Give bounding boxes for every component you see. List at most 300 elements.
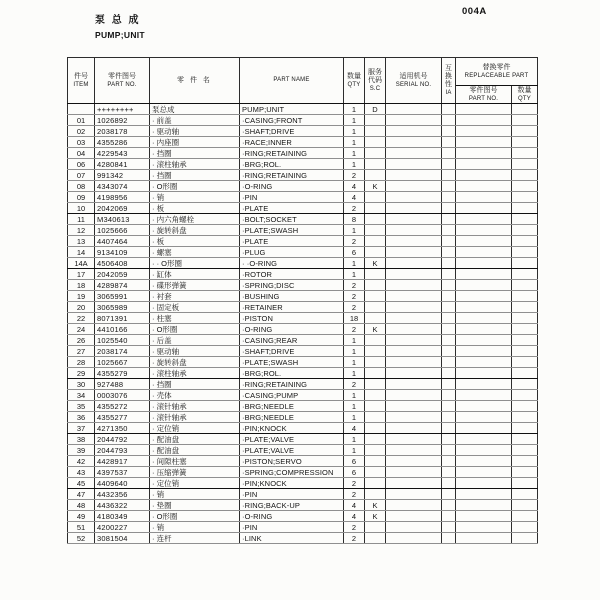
item-cell: 35 <box>68 401 95 412</box>
replaceable-part-no-cell <box>456 137 512 148</box>
qty-cell: 1 <box>344 445 365 456</box>
part-name-cn-cell: · 内六角螺栓 <box>150 214 240 225</box>
part-name-en-cell: ·BRG;NEEDLE <box>240 401 344 412</box>
replaceable-qty-cell <box>512 170 538 181</box>
col-header-part-no-cn: 零件图号 <box>108 73 136 80</box>
col-header-interchangeability-cn: 互换性 <box>445 64 452 88</box>
qty-cell: 2 <box>344 291 365 302</box>
part-name-en-cell: ·RING;RETAINING <box>240 170 344 181</box>
part-no-cell: 4355286 <box>95 137 150 148</box>
qty-cell: 4 <box>344 511 365 522</box>
part-row <box>68 324 538 335</box>
replaceable-part-no-cell <box>456 214 512 225</box>
item-cell: 22 <box>68 313 95 324</box>
part-row <box>68 291 538 302</box>
part-row <box>68 489 538 500</box>
ia-cell <box>442 291 456 302</box>
serial-no-cell <box>386 126 442 137</box>
replaceable-qty-cell <box>512 522 538 533</box>
part-row <box>68 401 538 412</box>
qty-cell: 1 <box>344 335 365 346</box>
item-cell: 14 <box>68 247 95 258</box>
part-name-en-cell: ·PLATE <box>240 236 344 247</box>
replaceable-qty-cell <box>512 511 538 522</box>
part-row <box>68 423 538 434</box>
part-name-cn-cell: · 柱塞 <box>150 313 240 324</box>
col-header-replaceable-part <box>456 58 538 86</box>
item-cell: 12 <box>68 225 95 236</box>
item-cell: 34 <box>68 390 95 401</box>
part-name-en-cell: ·PLATE;VALVE <box>240 445 344 456</box>
ia-cell <box>442 522 456 533</box>
part-no-cell: 4407464 <box>95 236 150 247</box>
ia-cell <box>442 192 456 203</box>
service-code-cell <box>365 247 386 258</box>
serial-no-cell <box>386 313 442 324</box>
col-header-serial-no-cn: 适用机号 <box>399 73 428 80</box>
item-cell: 26 <box>68 335 95 346</box>
qty-cell: 2 <box>344 379 365 390</box>
part-row <box>68 500 538 511</box>
part-name-en-cell: PUMP;UNIT <box>240 104 344 115</box>
part-row <box>68 390 538 401</box>
part-no-cell: 2042069 <box>95 203 150 214</box>
part-no-cell: 4506408 <box>95 258 150 269</box>
part-no-cell: 4355272 <box>95 401 150 412</box>
replaceable-qty-cell <box>512 445 538 456</box>
part-name-en-cell: ·SPRING;COMPRESSION <box>240 467 344 478</box>
qty-cell: 1 <box>344 104 365 115</box>
item-cell: 38 <box>68 434 95 445</box>
service-code-cell <box>365 192 386 203</box>
service-code-cell <box>365 467 386 478</box>
service-code-cell <box>365 159 386 170</box>
replaceable-qty-cell <box>512 467 538 478</box>
replaceable-part-no-cell <box>456 104 512 115</box>
part-name-cn-cell: · 滚针轴承 <box>150 412 240 423</box>
replaceable-part-no-cell <box>456 522 512 533</box>
part-row <box>68 335 538 346</box>
col-header-replaceable-part-en: REPLACEABLE PART <box>464 72 529 79</box>
part-name-cn-cell: · 内座圈 <box>150 137 240 148</box>
parts-table-body <box>68 104 538 544</box>
part-row <box>68 247 538 258</box>
serial-no-cell <box>386 324 442 335</box>
replaceable-part-no-cell <box>456 401 512 412</box>
serial-no-cell <box>386 434 442 445</box>
replaceable-qty-cell <box>512 489 538 500</box>
ia-cell <box>442 390 456 401</box>
part-row <box>68 522 538 533</box>
ia-cell <box>442 137 456 148</box>
part-name-en-cell: ·O-RING <box>240 324 344 335</box>
replaceable-part-no-cell <box>456 467 512 478</box>
service-code-cell: K <box>365 511 386 522</box>
part-row <box>68 203 538 214</box>
service-code-cell <box>365 379 386 390</box>
serial-no-cell <box>386 214 442 225</box>
part-name-en-cell: ·PIN <box>240 522 344 533</box>
qty-cell: 2 <box>344 478 365 489</box>
qty-cell: 1 <box>344 126 365 137</box>
item-cell: 18 <box>68 280 95 291</box>
part-name-en-cell: ·RING;BACK-UP <box>240 500 344 511</box>
service-code-cell <box>365 214 386 225</box>
part-name-cn-cell: · 衬套 <box>150 291 240 302</box>
service-code-cell <box>365 126 386 137</box>
part-name-cn-cell: · 前盖 <box>150 115 240 126</box>
replaceable-qty-cell <box>512 357 538 368</box>
serial-no-cell <box>386 533 442 544</box>
col-header-part-name-cn-label: 零 件 名 <box>177 76 212 84</box>
part-name-en-cell: ·RING;RETAINING <box>240 379 344 390</box>
replaceable-qty-cell <box>512 258 538 269</box>
replaceable-part-no-cell <box>456 203 512 214</box>
part-name-cn-cell: · 后盖 <box>150 335 240 346</box>
part-no-cell: 4428917 <box>95 456 150 467</box>
ia-cell <box>442 313 456 324</box>
col-header-qty-en: QTY <box>347 81 361 88</box>
replaceable-part-no-cell <box>456 489 512 500</box>
part-no-cell: 1025540 <box>95 335 150 346</box>
part-row <box>68 115 538 126</box>
part-no-cell: 3065989 <box>95 302 150 313</box>
replaceable-qty-cell <box>512 192 538 203</box>
part-no-cell: 3065991 <box>95 291 150 302</box>
serial-no-cell <box>386 148 442 159</box>
part-name-cn-cell: · 定位销 <box>150 478 240 489</box>
part-no-cell: 2038174 <box>95 346 150 357</box>
qty-cell: 4 <box>344 423 365 434</box>
replaceable-qty-cell <box>512 269 538 280</box>
replaceable-qty-cell <box>512 434 538 445</box>
ia-cell <box>442 357 456 368</box>
part-no-cell: 4198956 <box>95 192 150 203</box>
title-block <box>95 11 145 40</box>
ia-cell <box>442 159 456 170</box>
ia-cell <box>442 247 456 258</box>
service-code-cell <box>365 137 386 148</box>
ia-cell <box>442 104 456 115</box>
qty-cell: 1 <box>344 401 365 412</box>
serial-no-cell <box>386 390 442 401</box>
replaceable-part-no-cell <box>456 313 512 324</box>
service-code-cell <box>365 236 386 247</box>
part-name-cn-cell: · 驱动轴 <box>150 126 240 137</box>
service-code-cell <box>365 313 386 324</box>
serial-no-cell <box>386 522 442 533</box>
qty-cell: 2 <box>344 170 365 181</box>
service-code-cell <box>365 445 386 456</box>
replaceable-qty-cell <box>512 324 538 335</box>
part-no-cell: 4432356 <box>95 489 150 500</box>
part-no-cell: 4436322 <box>95 500 150 511</box>
item-cell: 39 <box>68 445 95 456</box>
ia-cell <box>442 379 456 390</box>
part-row <box>68 104 538 115</box>
part-name-cn-cell: · 旋转斜盘 <box>150 225 240 236</box>
qty-cell: 2 <box>344 236 365 247</box>
ia-cell <box>442 434 456 445</box>
replaceable-qty-cell <box>512 456 538 467</box>
replaceable-part-no-cell <box>456 236 512 247</box>
service-code-cell <box>365 346 386 357</box>
col-header-interchangeability <box>442 58 456 104</box>
item-cell: 02 <box>68 126 95 137</box>
serial-no-cell <box>386 258 442 269</box>
ia-cell <box>442 346 456 357</box>
replaceable-part-no-cell <box>456 357 512 368</box>
part-name-cn-cell: · 销 <box>150 192 240 203</box>
replaceable-part-no-cell <box>456 324 512 335</box>
part-name-en-cell: ·PIN <box>240 192 344 203</box>
ia-cell <box>442 258 456 269</box>
part-no-cell: 991342 <box>95 170 150 181</box>
replaceable-part-no-cell <box>456 115 512 126</box>
item-cell: 52 <box>68 533 95 544</box>
part-name-cn-cell: · 垫圈 <box>150 500 240 511</box>
part-no-cell: 2038178 <box>95 126 150 137</box>
part-name-en-cell: ·RACE;INNER <box>240 137 344 148</box>
ia-cell <box>442 324 456 335</box>
serial-no-cell <box>386 379 442 390</box>
page-title-en: PUMP;UNIT <box>95 30 145 40</box>
service-code-cell: K <box>365 181 386 192</box>
service-code-cell <box>365 269 386 280</box>
part-no-cell: 8071391 <box>95 313 150 324</box>
col-header-part-name-en-label: PART NAME <box>273 77 310 84</box>
part-name-en-cell: ·PLATE;SWASH <box>240 357 344 368</box>
replaceable-part-no-cell <box>456 192 512 203</box>
part-no-cell: 9134109 <box>95 247 150 258</box>
col-header-replaceable-part-no-cn: 零件图号 <box>469 87 498 94</box>
serial-no-cell <box>386 247 442 258</box>
replaceable-qty-cell <box>512 148 538 159</box>
service-code-cell <box>365 115 386 126</box>
serial-no-cell <box>386 500 442 511</box>
part-row <box>68 302 538 313</box>
replaceable-qty-cell <box>512 379 538 390</box>
item-cell: 30 <box>68 379 95 390</box>
part-name-cn-cell: · 挡圈 <box>150 170 240 181</box>
part-row <box>68 445 538 456</box>
ia-cell <box>442 302 456 313</box>
part-name-en-cell: ·CASING;FRONT <box>240 115 344 126</box>
item-cell: 20 <box>68 302 95 313</box>
service-code-cell <box>365 280 386 291</box>
part-name-en-cell: ·CASING;PUMP <box>240 390 344 401</box>
serial-no-cell <box>386 225 442 236</box>
col-header-part-no-en: PART NO. <box>107 81 137 88</box>
replaceable-part-no-cell <box>456 379 512 390</box>
service-code-cell <box>365 401 386 412</box>
part-no-cell: 2042059 <box>95 269 150 280</box>
col-header-serial-no-en: SERIAL NO. <box>395 81 432 88</box>
service-code-cell: K <box>365 500 386 511</box>
part-name-cn-cell: · 定位销 <box>150 423 240 434</box>
qty-cell: 1 <box>344 159 365 170</box>
part-row <box>68 511 538 522</box>
serial-no-cell <box>386 203 442 214</box>
part-name-cn-cell: · 固定板 <box>150 302 240 313</box>
part-no-cell: 0003076 <box>95 390 150 401</box>
item-cell <box>68 104 95 115</box>
part-name-en-cell: ·RING;RETAINING <box>240 148 344 159</box>
col-header-qty-cn: 数量 <box>347 73 361 80</box>
part-name-en-cell: ·SHAFT;DRIVE <box>240 126 344 137</box>
part-name-cn-cell: · 挡圈 <box>150 148 240 159</box>
replaceable-part-no-cell <box>456 445 512 456</box>
part-name-en-cell: ·PISTON <box>240 313 344 324</box>
serial-no-cell <box>386 412 442 423</box>
serial-no-cell <box>386 478 442 489</box>
part-row <box>68 379 538 390</box>
part-name-en-cell: ·PLUG <box>240 247 344 258</box>
col-header-serial-no <box>386 58 442 104</box>
part-name-en-cell: ·PIN;KNOCK <box>240 478 344 489</box>
serial-no-cell <box>386 269 442 280</box>
part-row <box>68 181 538 192</box>
serial-no-cell <box>386 511 442 522</box>
item-cell: 45 <box>68 478 95 489</box>
part-no-cell: 4280841 <box>95 159 150 170</box>
replaceable-part-no-cell <box>456 291 512 302</box>
col-header-replaceable-qty-en: QTY <box>518 95 531 102</box>
col-header-part-name-en <box>240 58 344 104</box>
ia-cell <box>442 225 456 236</box>
ia-cell <box>442 467 456 478</box>
part-name-cn-cell: · · O形圈 <box>150 258 240 269</box>
part-row <box>68 192 538 203</box>
item-cell: 36 <box>68 412 95 423</box>
part-no-cell: 1026892 <box>95 115 150 126</box>
service-code-cell <box>365 522 386 533</box>
ia-cell <box>442 478 456 489</box>
ia-cell <box>442 126 456 137</box>
replaceable-qty-cell <box>512 533 538 544</box>
item-cell: 37 <box>68 423 95 434</box>
part-name-en-cell: ·BRG;ROL. <box>240 159 344 170</box>
part-no-cell: 4180349 <box>95 511 150 522</box>
serial-no-cell <box>386 192 442 203</box>
serial-no-cell <box>386 291 442 302</box>
serial-no-cell <box>386 401 442 412</box>
part-name-en-cell: ·PLATE;SWASH <box>240 225 344 236</box>
part-no-cell: ++++++++ <box>95 104 150 115</box>
service-code-cell <box>365 148 386 159</box>
col-header-item-cn: 件号 <box>74 73 88 80</box>
replaceable-part-no-cell <box>456 434 512 445</box>
part-name-cn-cell: · 连杆 <box>150 533 240 544</box>
part-name-cn-cell: · 配油盘 <box>150 445 240 456</box>
part-name-en-cell: ·RETAINER <box>240 302 344 313</box>
service-code-cell <box>365 390 386 401</box>
replaceable-qty-cell <box>512 401 538 412</box>
part-name-en-cell: ·BRG;ROL. <box>240 368 344 379</box>
replaceable-part-no-cell <box>456 148 512 159</box>
col-header-qty <box>344 58 365 104</box>
ia-cell <box>442 456 456 467</box>
item-cell: 14A <box>68 258 95 269</box>
ia-cell <box>442 269 456 280</box>
part-row <box>68 159 538 170</box>
part-name-en-cell: ·BOLT;SOCKET <box>240 214 344 225</box>
qty-cell: 2 <box>344 203 365 214</box>
serial-no-cell <box>386 115 442 126</box>
part-row <box>68 533 538 544</box>
item-cell: 08 <box>68 181 95 192</box>
replaceable-qty-cell <box>512 280 538 291</box>
service-code-cell <box>365 489 386 500</box>
part-name-en-cell: ·SPRING;DISC <box>240 280 344 291</box>
replaceable-part-no-cell <box>456 280 512 291</box>
replaceable-qty-cell <box>512 225 538 236</box>
col-header-item <box>68 58 95 104</box>
qty-cell: 4 <box>344 192 365 203</box>
col-header-interchangeability-en: IA <box>445 89 452 96</box>
part-name-en-cell: ·CASING;REAR <box>240 335 344 346</box>
service-code-cell <box>365 335 386 346</box>
part-name-en-cell: ·SHAFT;DRIVE <box>240 346 344 357</box>
part-name-cn-cell: · 螺塞 <box>150 247 240 258</box>
serial-no-cell <box>386 346 442 357</box>
col-header-service-code-en: S.C <box>369 86 381 93</box>
part-no-cell: 4355277 <box>95 412 150 423</box>
part-row <box>68 467 538 478</box>
item-cell: 48 <box>68 500 95 511</box>
serial-no-cell <box>386 302 442 313</box>
qty-cell: 2 <box>344 522 365 533</box>
col-header-replaceable-part-cn: 替换零件 <box>482 63 511 71</box>
service-code-cell <box>365 368 386 379</box>
part-no-cell: 4410166 <box>95 324 150 335</box>
replaceable-qty-cell <box>512 104 538 115</box>
col-header-service-code-cn1: 服务 <box>368 68 382 76</box>
replaceable-part-no-cell <box>456 500 512 511</box>
qty-cell: 1 <box>344 258 365 269</box>
qty-cell: 6 <box>344 247 365 258</box>
qty-cell: 1 <box>344 269 365 280</box>
item-cell: 01 <box>68 115 95 126</box>
service-code-cell <box>365 291 386 302</box>
part-name-cn-cell: 泵总成 <box>150 104 240 115</box>
col-header-service-code-cn2: 代码 <box>368 77 382 85</box>
replaceable-part-no-cell <box>456 423 512 434</box>
replaceable-qty-cell <box>512 181 538 192</box>
part-no-cell: 4355279 <box>95 368 150 379</box>
part-no-cell: 4343074 <box>95 181 150 192</box>
part-name-cn-cell: · O形圈 <box>150 511 240 522</box>
item-cell: 47 <box>68 489 95 500</box>
part-row <box>68 313 538 324</box>
service-code-cell <box>365 533 386 544</box>
col-header-replaceable-part-no-en: PART NO. <box>468 95 499 102</box>
ia-cell <box>442 511 456 522</box>
part-no-cell: 2044793 <box>95 445 150 456</box>
part-name-cn-cell: · 壳体 <box>150 390 240 401</box>
item-cell: 51 <box>68 522 95 533</box>
qty-cell: 1 <box>344 390 365 401</box>
serial-no-cell <box>386 423 442 434</box>
item-cell: 07 <box>68 170 95 181</box>
qty-cell: 1 <box>344 115 365 126</box>
page-title-cn: 泵 总 成 <box>95 15 141 26</box>
service-code-cell <box>365 302 386 313</box>
qty-cell: 1 <box>344 137 365 148</box>
ia-cell <box>442 445 456 456</box>
replaceable-part-no-cell <box>456 181 512 192</box>
part-name-cn-cell: · 板 <box>150 236 240 247</box>
